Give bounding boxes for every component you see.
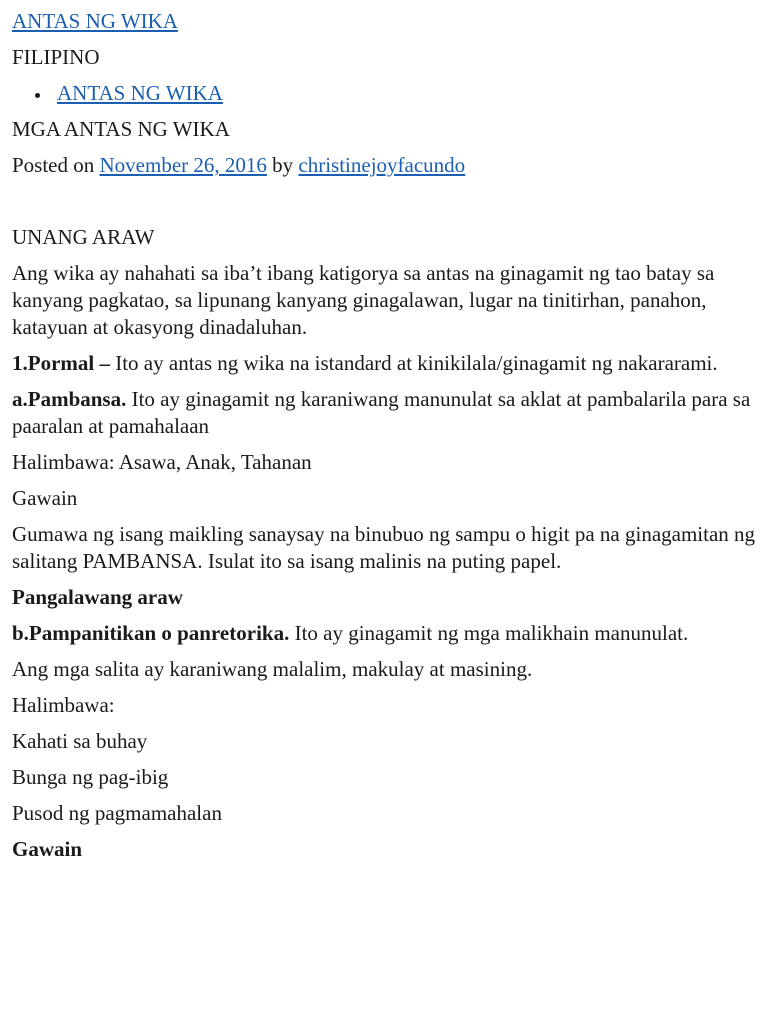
gawain2-heading [12, 836, 756, 863]
menu-item [57, 80, 756, 107]
pormal-term: 1.Pormal – [12, 351, 110, 375]
example2-item: Pusod ng pagmamahalan [12, 801, 222, 825]
pambansa-term: a.Pambansa. [12, 387, 127, 411]
words-description: Ang mga salita ay karaniwang malalim, makulay at masining. [12, 657, 533, 681]
pormal-text: Ito ay antas ng wika na istandard at kinikilala/ginagamit ng nakararami. [109, 351, 718, 375]
pampanitikan-paragraph [12, 620, 756, 647]
post-meta [12, 152, 756, 179]
site-title-link[interactable]: ANTAS NG WIKA [12, 9, 178, 33]
example1: Halimbawa: Asawa, Anak, Tahanan [12, 450, 312, 474]
gawain2-heading-text: Gawain [12, 837, 83, 861]
example2-item: Bunga ng pag-ibig [12, 765, 169, 789]
intro-paragraph: Ang wika ay nahahati sa iba’t ibang katigorya sa antas na ginagamit ng tao batay sa kanyang pagkatao, sa lipunang kanyang ginagalawan, lugar na tinitirhan, panahon, katayuan at okasyong dinadaluhan. [12, 261, 715, 339]
menu-item-link[interactable]: ANTAS NG WIKA [57, 81, 223, 105]
example2-label: Halimbawa: [12, 693, 115, 717]
day1-heading: UNANG ARAW [12, 225, 155, 249]
day2-heading-text: Pangalawang araw [12, 585, 183, 609]
author-link[interactable]: christinejoyfacundo [298, 153, 466, 177]
day2-heading [12, 584, 756, 611]
example2-item: Kahati sa buhay [12, 729, 148, 753]
by-label: by [272, 153, 294, 177]
pambansa-text: Ito ay ginagamit ng karaniwang manunulat sa aklat at pambalarila para sa paaralan at pamahalaan [12, 387, 751, 438]
pambansa-paragraph [12, 386, 756, 440]
spacer [12, 188, 756, 224]
post-date-link[interactable]: November 26, 2016 [99, 153, 267, 177]
category-label: FILIPINO [12, 45, 100, 69]
nav-menu [12, 80, 756, 107]
pormal-paragraph [12, 350, 756, 377]
posted-on-label: Posted on [12, 153, 95, 177]
post-title: MGA ANTAS NG WIKA [12, 117, 230, 141]
gawain1-text: Gumawa ng isang maikling sanaysay na binubuo ng sampu o higit pa na ginagamitan ng salitang PAMBANSA. Isulat ito sa isang malinis na puting papel. [12, 522, 756, 573]
gawain1-heading: Gawain [12, 486, 78, 510]
pampanitikan-term: b.Pampanitikan o panretorika. [12, 621, 290, 645]
site-header [12, 8, 756, 35]
pampanitikan-text: Ito ay ginagamit ng mga malikhain manunulat. [289, 621, 689, 645]
